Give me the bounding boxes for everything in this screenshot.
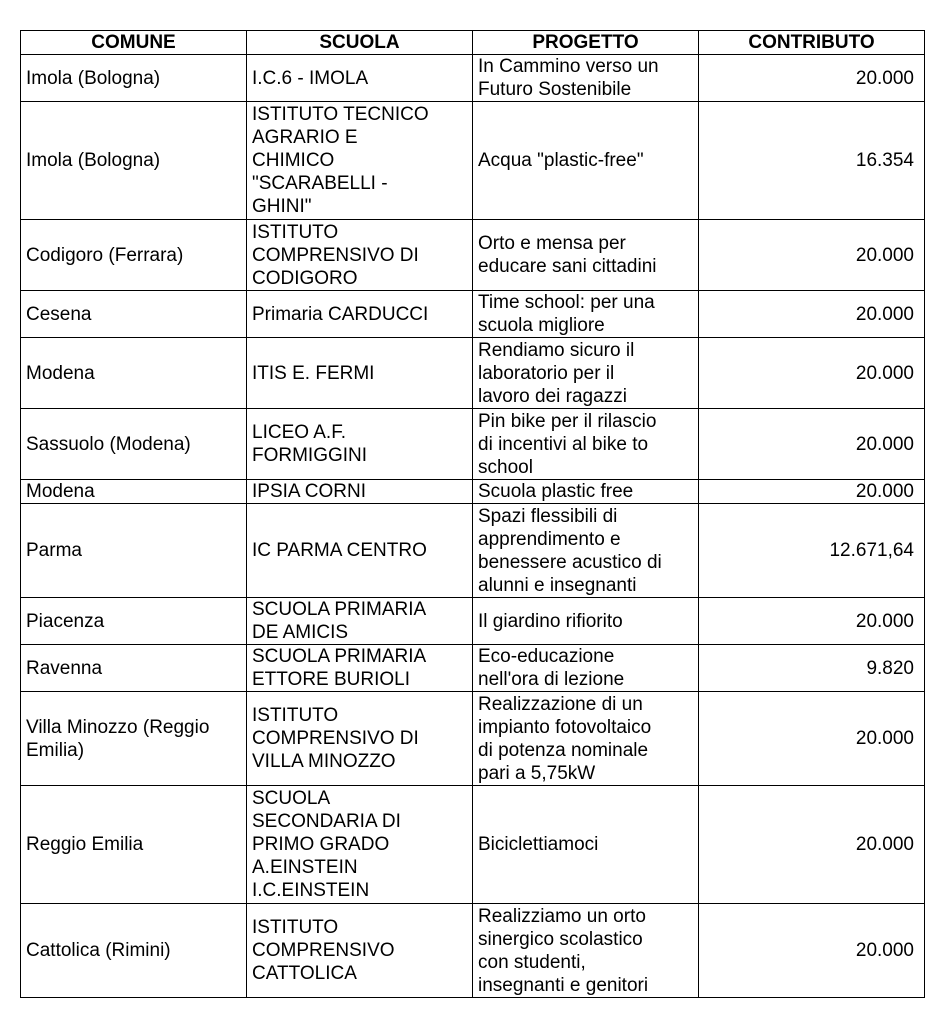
cell-contributo-text: 20.000	[855, 362, 914, 384]
cell-progetto	[473, 692, 699, 786]
cell-contributo-text: 20.000	[855, 244, 914, 266]
cell-contributo-text: 20.000	[855, 728, 914, 749]
cell-scuola-text: Primaria CARDUCCI	[252, 303, 429, 325]
cell-contributo	[699, 291, 925, 338]
cell-progetto	[473, 291, 699, 338]
cell-comune-text: Cesena	[26, 303, 92, 325]
cell-comune-text: Ravenna	[26, 657, 103, 679]
cell-scuola	[247, 409, 473, 480]
cell-contributo-text: 20.000	[855, 433, 914, 455]
cell-comune	[21, 598, 247, 645]
cell-comune-text: Modena	[26, 481, 95, 502]
cell-comune	[21, 291, 247, 338]
cell-comune-text: Codigoro (Ferrara)	[26, 244, 184, 266]
cell-comune-text: Piacenza	[26, 610, 105, 632]
cell-contributo-text: 20.000	[855, 940, 914, 961]
table-row	[21, 480, 925, 504]
table-row	[21, 220, 925, 291]
table-row	[21, 598, 925, 645]
cell-progetto	[473, 598, 699, 645]
cell-comune	[21, 504, 247, 598]
cell-scuola-text: ISTITUTO TECNICO AGRARIO E CHIMICO "SCARABELLI - GHINI"	[252, 104, 429, 217]
cell-comune	[21, 904, 247, 998]
cell-comune	[21, 645, 247, 692]
table-row	[21, 504, 925, 598]
header-contributo: CONTRIBUTO	[699, 31, 925, 55]
cell-scuola	[247, 904, 473, 998]
cell-contributo-text: 20.000	[855, 481, 914, 502]
cell-scuola	[247, 504, 473, 598]
cell-progetto-text: Rendiamo sicuro il laboratorio per il lavoro dei ragazzi	[478, 339, 635, 407]
cell-progetto	[473, 786, 699, 904]
cell-scuola	[247, 338, 473, 409]
cell-scuola-text: ISTITUTO COMPRENSIVO CATTOLICA	[252, 917, 395, 984]
cell-comune	[21, 786, 247, 904]
header-scuola: SCUOLA	[247, 31, 473, 55]
cell-contributo-text: 20.000	[855, 610, 914, 632]
cell-scuola-text: IPSIA CORNI	[252, 481, 367, 502]
cell-scuola	[247, 55, 473, 102]
cell-scuola	[247, 220, 473, 291]
cell-comune-text: Imola (Bologna)	[26, 67, 161, 89]
header-row	[21, 31, 925, 55]
table-row	[21, 692, 925, 786]
cell-contributo	[699, 409, 925, 480]
table-row	[21, 786, 925, 904]
cell-scuola	[247, 291, 473, 338]
cell-progetto-text: Time school: per una scuola migliore	[478, 292, 655, 336]
cell-comune-text: Cattolica (Rimini)	[26, 940, 171, 961]
cell-progetto	[473, 409, 699, 480]
cell-scuola	[247, 645, 473, 692]
cell-progetto-text: Realizziamo un orto sinergico scolastico con studenti, insegnanti e genitori	[478, 905, 649, 996]
table-row	[21, 102, 925, 220]
cell-scuola	[247, 692, 473, 786]
cell-contributo	[699, 598, 925, 645]
cell-scuola-text: I.C.6 - IMOLA	[252, 67, 369, 89]
cell-contributo	[699, 480, 925, 504]
cell-scuola-text: LICEO A.F. FORMIGGINI	[252, 422, 368, 466]
table-row	[21, 338, 925, 409]
cell-progetto-text: Acqua "plastic-free"	[478, 150, 644, 171]
cell-progetto-text: Spazi flessibili di apprendimento e benessere acustico di alunni e insegnanti	[478, 505, 662, 596]
cell-comune-text: Reggio Emilia	[26, 834, 144, 855]
cell-progetto	[473, 338, 699, 409]
cell-comune-text: Imola (Bologna)	[26, 150, 161, 171]
table-row	[21, 55, 925, 102]
cell-progetto-text: Pin bike per il rilascio di incentivi al bike to school	[478, 410, 657, 478]
cell-progetto	[473, 102, 699, 220]
cell-progetto-text: Realizzazione di un impianto fotovoltaico di potenza nominale pari a 5,75kW	[478, 693, 652, 784]
table-row	[21, 645, 925, 692]
cell-scuola-text: SCUOLA SECONDARIA DI PRIMO GRADO A.EINSTEIN I.C.EINSTEIN	[252, 788, 401, 901]
cell-contributo	[699, 786, 925, 904]
cell-scuola	[247, 598, 473, 645]
cell-progetto	[473, 480, 699, 504]
cell-contributo	[699, 338, 925, 409]
cell-progetto	[473, 220, 699, 291]
cell-progetto	[473, 904, 699, 998]
cell-scuola	[247, 480, 473, 504]
cell-scuola-text: SCUOLA PRIMARIA ETTORE BURIOLI	[252, 646, 427, 690]
cell-scuola-text: ITIS E. FERMI	[252, 362, 375, 384]
cell-comune	[21, 409, 247, 480]
cell-contributo	[699, 904, 925, 998]
cell-progetto	[473, 504, 699, 598]
cell-comune-text: Sassuolo (Modena)	[26, 433, 191, 455]
cell-scuola-text: IC PARMA CENTRO	[252, 540, 427, 561]
cell-scuola-text: SCUOLA PRIMARIA DE AMICIS	[252, 599, 427, 643]
cell-comune	[21, 480, 247, 504]
cell-contributo	[699, 102, 925, 220]
table-row	[21, 291, 925, 338]
cell-contributo-text: 16.354	[855, 150, 914, 171]
cell-scuola	[247, 102, 473, 220]
cell-progetto	[473, 645, 699, 692]
cell-contributo	[699, 692, 925, 786]
cell-contributo-text: 20.000	[855, 834, 914, 855]
cell-contributo-text: 20.000	[855, 303, 914, 325]
cell-scuola-text: ISTITUTO COMPRENSIVO DI CODIGORO	[252, 221, 419, 289]
cell-comune-text: Villa Minozzo (Reggio Emilia)	[26, 716, 210, 761]
cell-comune	[21, 692, 247, 786]
cell-contributo	[699, 504, 925, 598]
cell-comune	[21, 102, 247, 220]
cell-progetto	[473, 55, 699, 102]
cell-progetto-text: Scuola plastic free	[478, 481, 634, 502]
header-comune: COMUNE	[21, 31, 247, 55]
cell-progetto-text: Biciclettiamoci	[478, 834, 599, 855]
cell-progetto-text: Il giardino rifiorito	[478, 610, 623, 632]
cell-contributo-text: 12.671,64	[829, 540, 914, 561]
cell-contributo	[699, 55, 925, 102]
cell-comune	[21, 55, 247, 102]
cell-scuola-text: ISTITUTO COMPRENSIVO DI VILLA MINOZZO	[252, 705, 419, 772]
cell-comune-text: Parma	[26, 540, 82, 561]
cell-comune-text: Modena	[26, 362, 95, 384]
cell-scuola	[247, 786, 473, 904]
table-row	[21, 409, 925, 480]
cell-contributo	[699, 220, 925, 291]
cell-contributo-text: 9.820	[866, 657, 914, 679]
table-row	[21, 904, 925, 998]
grants-table	[20, 30, 925, 998]
cell-contributo	[699, 645, 925, 692]
cell-contributo-text: 20.000	[855, 67, 914, 89]
cell-progetto-text: Orto e mensa per educare sani cittadini	[478, 233, 657, 277]
header-progetto: PROGETTO	[473, 31, 699, 55]
cell-comune	[21, 220, 247, 291]
cell-progetto-text: Eco-educazione nell'ora di lezione	[478, 646, 625, 690]
cell-progetto-text: In Cammino verso un Futuro Sostenibile	[478, 56, 659, 100]
cell-comune	[21, 338, 247, 409]
